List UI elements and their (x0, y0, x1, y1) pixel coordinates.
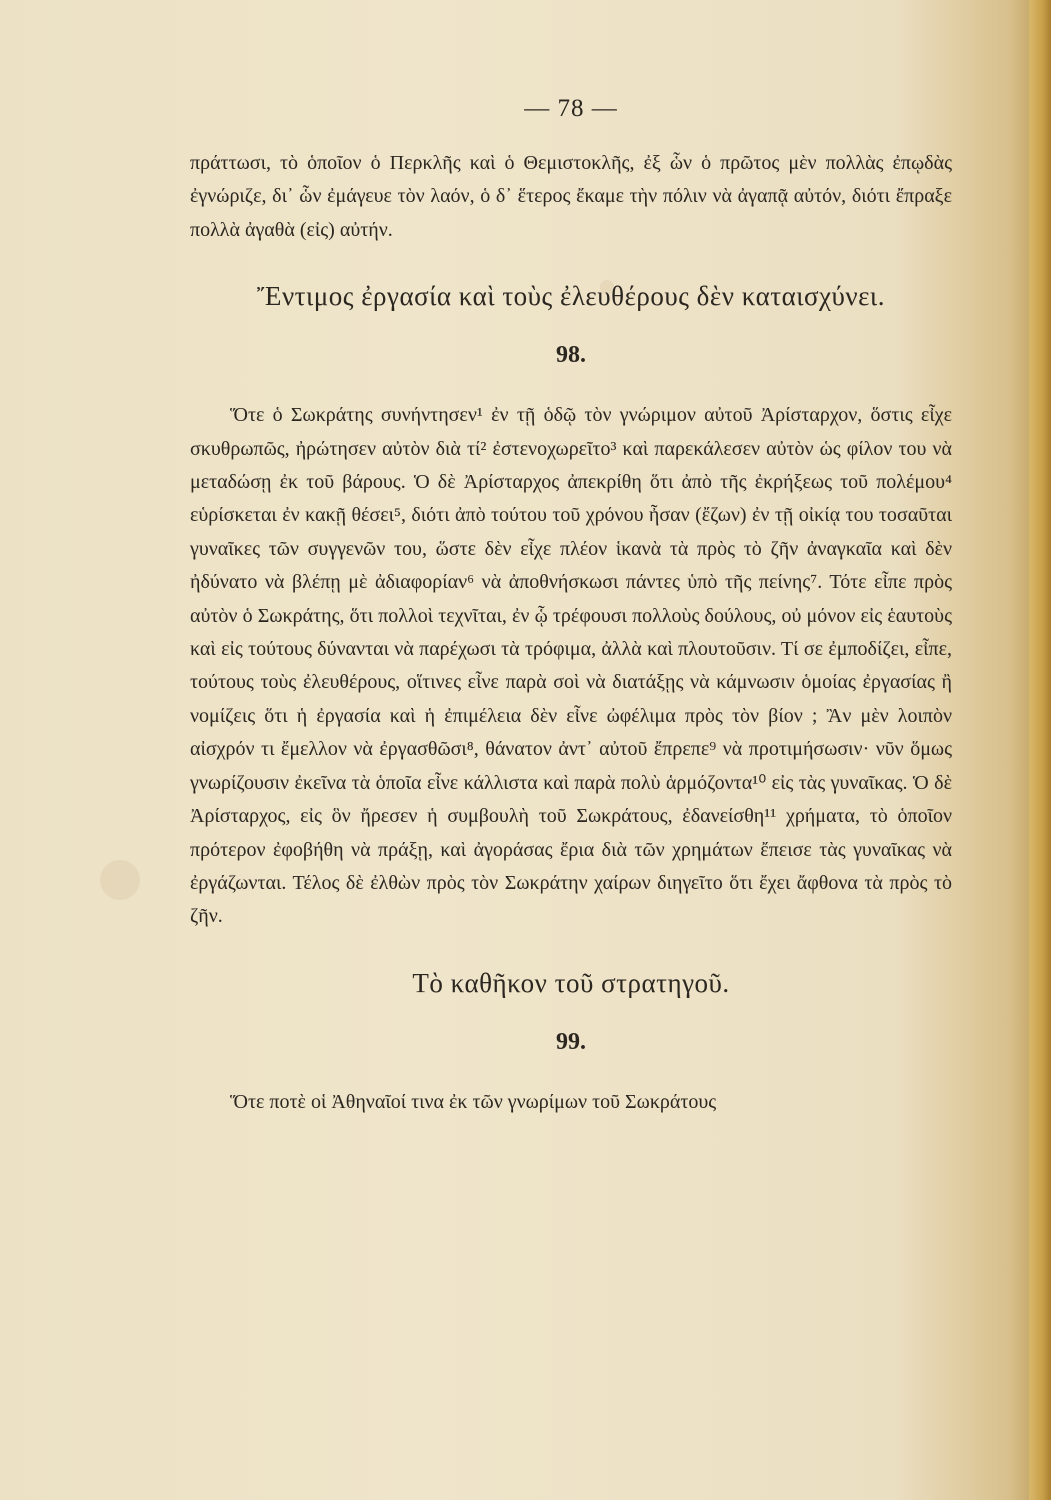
page-number: — 78 — (524, 95, 618, 122)
paragraph-99: Ὅτε ποτὲ οἱ Ἀθηναῖοί τινα ἐκ τῶν γνωρίμων τοῦ Σωκράτους (230, 1090, 717, 1113)
paragraph-continuation: πράττωσι, τὸ ὁποῖον ὁ Περκλῆς καὶ ὁ Θεμιστοκλῆς, ἐξ ὧν ὁ πρῶτος μὲν πολλὰς ἐπῳδὰς ἐγνώριζε, δι᾽ ὧν ἐμάγευε τὸν λαόν, ὁ δ᾽ ἕτερος ἔκαμε τὴν πόλιν νὰ ἀγαπᾷ αὐτόν, διότι ἔπραξε πολλὰ ἀγαθὰ (εἰς) αὐτήν. (190, 152, 952, 241)
book-spine-edge (1029, 0, 1051, 1500)
section-heading-99: Τὸ καθῆκον τοῦ στρατηγοῦ. (412, 967, 730, 998)
section-number-99: 99. (556, 1028, 586, 1055)
paper-stain (100, 860, 140, 900)
section-heading-98: Ἔντιμος ἐργασία καὶ τοὺς ἐλευθέρους δὲν καταισχύνει. (257, 281, 885, 312)
text-block (190, 95, 952, 1119)
paragraph-98: Ὅτε ὁ Σωκράτης συνήντησεν¹ ἐν τῇ ὁδῷ τὸν γνώριμον αὐτοῦ Ἀρίσταρχον, ὅστις εἶχε σκυθρωπῶς, ἠρώτησεν αὐτὸν διὰ τί² ἐστενοχωρεῖτο³ καὶ παρεκάλεσεν αὐτὸν ὡς φίλον του νὰ μεταδώσῃ ἐκ τοῦ βάρους. Ὁ δὲ Ἀρίσταρχος ἀπεκρίθη ὅτι ἀπὸ τῆς ἐκρήξεως τοῦ πολέμου⁴ εὑρίσκεται ἐν κακῇ θέσει⁵, διότι ἀπὸ τούτου τοῦ χρόνου ἦσαν (ἔζων) ἐν τῇ οἰκίᾳ του τοσαῦται γυναῖκες τῶν συγγενῶν του, ὥστε δὲν εἶχε πλέον ἱκανὰ τὰ πρὸς τὸ ζῆν ἀναγκαῖα καὶ δὲν ἠδύνατο νὰ βλέπῃ μὲ ἀδιαφορίαν⁶ νὰ ἀποθνήσκωσι πάντες ὑπὸ τῆς πείνης⁷. Τότε εἶπε πρὸς αὐτὸν ὁ Σωκράτης, ὅτι πολλοὶ τεχνῖται, ἐν ᾧ τρέφουσι πολλοὺς δούλους, οὐ μόνον εἰς ἑαυτοὺς καὶ εἰς τούτους δύνανται νὰ παρέχωσι τὰ τρόφιμα, ἀλλὰ καὶ πλουτοῦσιν. Τί σε ἐμποδίζει, εἶπε, τούτους τοὺς ἐλευθέρους, οἵτινες εἶνε παρὰ σοὶ νὰ διατάξῃς νὰ κάμνωσιν ὁμοίας ἐργασίας ἢ νομίζεις ὅτι ἡ ἐργασία καὶ ἡ ἐπιμέλεια δὲν εἶνε ὠφέλιμα πρὸς τὸν βίον ; Ἂν μὲν λοιπὸν αἰσχρόν τι ἔμελλον νὰ ἐργασθῶσι⁸, θάνατον ἀντ᾽ αὐτοῦ ἔπρεπε⁹ νὰ προτιμήσωσιν· νῦν ὅμως γνωρίζουσιν ἐκεῖνα τὰ ὁποῖα εἶνε κάλλιστα καὶ παρὰ πολὺ ἁρμόζοντα¹⁰ εἰς τὰς γυναῖκας. Ὁ δὲ Ἀρίσταρχος, εἰς ὃν ἤρεσεν ἡ συμβουλὴ τοῦ Σωκράτους, ἐδανείσθη¹¹ χρήματα, τὸ ὁποῖον πρότερον ἐφοβήθη νὰ πράξῃ, καὶ ἀγοράσας ἔρια διὰ τῶν χρημάτων ἔπεισε τὰς γυναῖκας νὰ ἐργάζωνται. Τέλος δὲ ἐλθὼν πρὸς τὸν Σωκράτην χαίρων διηγεῖτο ὅτι ἔχει ἄφθονα τὰ πρὸς τὸ ζῆν. (190, 404, 952, 928)
section-number-98: 98. (556, 342, 586, 369)
